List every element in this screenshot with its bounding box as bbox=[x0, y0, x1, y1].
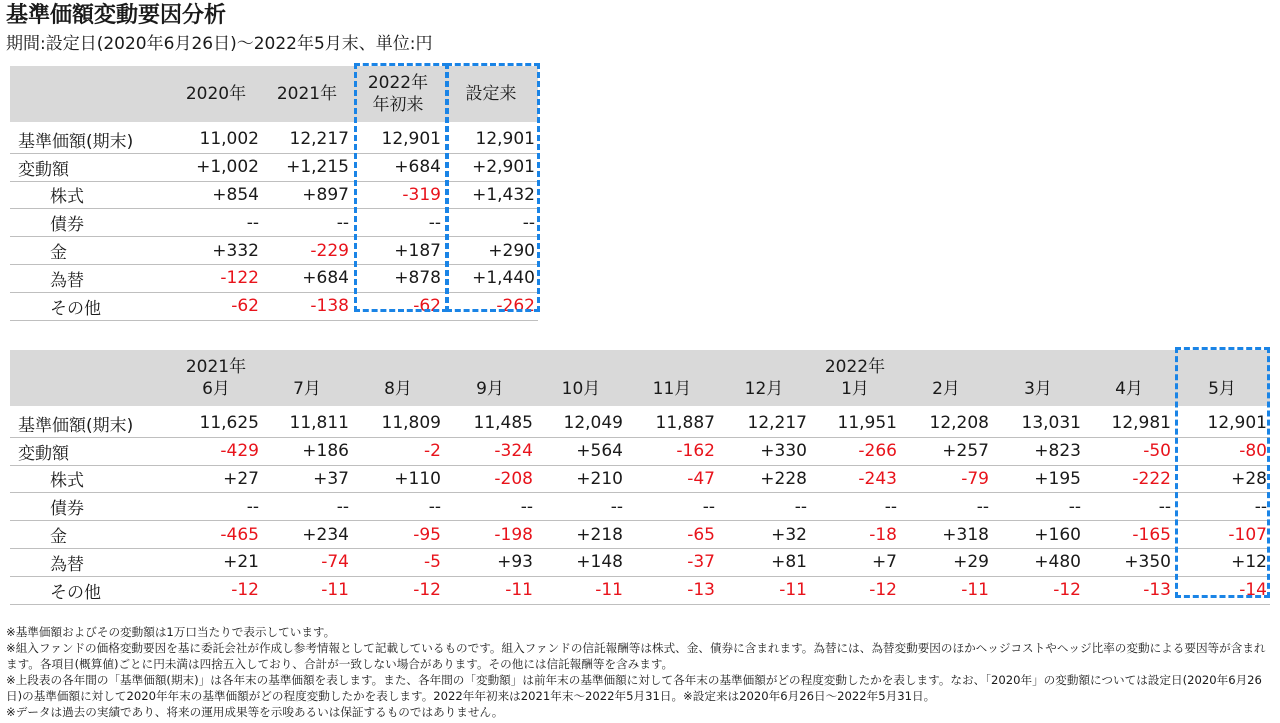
table-cell: 12,049 bbox=[536, 410, 626, 437]
table-cell: -- bbox=[718, 493, 810, 521]
table-cell: +823 bbox=[992, 437, 1084, 465]
table-cell: -- bbox=[352, 493, 444, 521]
table-cell: +7 bbox=[810, 548, 900, 576]
month-header-6: 12月 bbox=[718, 350, 810, 406]
note-2: ※組入ファンドの価格変動要因を基に委託会社が作成し参考情報として記載しているものです。組入ファンドの信託報酬等は株式、金、債券に含まれます。為替には、為替変動要因のほかヘッジコストやヘッジ比率の変動による要因等が含まれます。各項目(概算値)ごとに円未満は四捨五入しており、合計が一致しない場合があります。その他には信託報酬等を含みます。 bbox=[6, 641, 1266, 671]
row-label: 金 bbox=[10, 237, 170, 265]
table-cell: -14 bbox=[1174, 576, 1270, 604]
table-cell: -11 bbox=[262, 576, 352, 604]
month-header-2: 8月 bbox=[352, 350, 444, 406]
table-cell: +290 bbox=[444, 237, 538, 265]
annual-table bbox=[10, 66, 538, 321]
header-2021: 2021年 bbox=[262, 66, 352, 122]
table-cell: -266 bbox=[810, 437, 900, 465]
header-since-inception: 設定来 bbox=[444, 66, 538, 122]
row-label: 基準価額(期末) bbox=[10, 410, 170, 437]
note-4: ※データは過去の実績であり、将来の運用成果等を示唆あるいは保証するものではありません。 bbox=[6, 705, 504, 719]
table-cell: -429 bbox=[170, 437, 262, 465]
table-cell: +330 bbox=[718, 437, 810, 465]
table-cell: -- bbox=[1084, 493, 1174, 521]
table-cell: +332 bbox=[170, 237, 262, 265]
monthly-header-corner bbox=[10, 350, 170, 406]
table-cell: -11 bbox=[536, 576, 626, 604]
table-cell: -- bbox=[352, 209, 444, 237]
table-cell: +28 bbox=[1174, 465, 1270, 493]
table-cell: 11,002 bbox=[170, 126, 262, 153]
row-label: 為替 bbox=[10, 548, 170, 576]
table-cell: 12,217 bbox=[262, 126, 352, 153]
table-cell: +257 bbox=[900, 437, 992, 465]
row-label: 変動額 bbox=[10, 153, 170, 181]
table-cell: +210 bbox=[536, 465, 626, 493]
table-cell: -- bbox=[1174, 493, 1270, 521]
table-cell: -- bbox=[262, 209, 352, 237]
table-row bbox=[10, 237, 538, 265]
table-cell: -65 bbox=[626, 521, 718, 549]
table-cell: +684 bbox=[352, 153, 444, 181]
table-cell: +1,002 bbox=[170, 153, 262, 181]
table-cell: -- bbox=[444, 493, 536, 521]
table-cell: +195 bbox=[992, 465, 1084, 493]
row-label: 基準価額(期末) bbox=[10, 126, 170, 153]
table-cell: -79 bbox=[900, 465, 992, 493]
table-cell: 11,811 bbox=[262, 410, 352, 437]
table-cell: +148 bbox=[536, 548, 626, 576]
row-label: 変動額 bbox=[10, 437, 170, 465]
month-header-1: 7月 bbox=[262, 350, 352, 406]
table-cell: 11,887 bbox=[626, 410, 718, 437]
table-row bbox=[10, 264, 538, 292]
row-label: 株式 bbox=[10, 181, 170, 209]
table-cell: -- bbox=[262, 493, 352, 521]
table-cell: -11 bbox=[444, 576, 536, 604]
table-cell: +12 bbox=[1174, 548, 1270, 576]
table-row bbox=[10, 292, 538, 320]
table-cell: 11,809 bbox=[352, 410, 444, 437]
note-1: ※基準価額およびその変動額は1万口当たりで表示しています。 bbox=[6, 625, 336, 639]
table-cell: -229 bbox=[262, 237, 352, 265]
table-cell: -107 bbox=[1174, 521, 1270, 549]
footnotes bbox=[6, 624, 1276, 720]
month-header-5: 11月 bbox=[626, 350, 718, 406]
table-cell: -11 bbox=[718, 576, 810, 604]
table-cell: -12 bbox=[352, 576, 444, 604]
month-header-11: 5月 bbox=[1174, 350, 1270, 406]
table-cell: -- bbox=[444, 209, 538, 237]
table-row bbox=[10, 181, 538, 209]
table-cell: -138 bbox=[262, 292, 352, 320]
monthly-table bbox=[10, 350, 1270, 605]
month-header-10: 4月 bbox=[1084, 350, 1174, 406]
table-cell: +21 bbox=[170, 548, 262, 576]
table-cell: +93 bbox=[444, 548, 536, 576]
table-cell: +480 bbox=[992, 548, 1084, 576]
table-cell: +187 bbox=[352, 237, 444, 265]
row-label: その他 bbox=[10, 576, 170, 604]
table-cell: +1,440 bbox=[444, 264, 538, 292]
table-cell: -465 bbox=[170, 521, 262, 549]
table-cell: -- bbox=[536, 493, 626, 521]
table-cell: -37 bbox=[626, 548, 718, 576]
table-cell: +318 bbox=[900, 521, 992, 549]
table-cell: +1,432 bbox=[444, 181, 538, 209]
table-cell: +854 bbox=[170, 181, 262, 209]
table-cell: +32 bbox=[718, 521, 810, 549]
table-cell: -2 bbox=[352, 437, 444, 465]
row-label: 債券 bbox=[10, 493, 170, 521]
table-cell: -12 bbox=[810, 576, 900, 604]
table-cell: +234 bbox=[262, 521, 352, 549]
table-cell: +37 bbox=[262, 465, 352, 493]
table-cell: -165 bbox=[1084, 521, 1174, 549]
month-header-3: 9月 bbox=[444, 350, 536, 406]
table-row bbox=[10, 493, 1270, 521]
note-3: ※上段表の各年間の「基準価額(期末)」は各年末の基準価額を表します。また、各年間の「変動額」は前年末の基準価額に対して各年末の基準価額がどの程度変動したかを表します。なお、「2020年」の変動額については設定日(2020年6月26日)の基準価額に対して2020年年末の基準価額がどの程度変動したかを表します。2022年年初来は2021年末～2022年5月31日。※設定来は2020年6月26日～2022年5月31日。 bbox=[6, 673, 1262, 703]
table-cell: 11,485 bbox=[444, 410, 536, 437]
table-cell: -74 bbox=[262, 548, 352, 576]
table-cell: +1,215 bbox=[262, 153, 352, 181]
table-cell: 12,208 bbox=[900, 410, 992, 437]
table-cell: 12,901 bbox=[444, 126, 538, 153]
table-cell: -80 bbox=[1174, 437, 1270, 465]
table-cell: -243 bbox=[810, 465, 900, 493]
table-cell: -198 bbox=[444, 521, 536, 549]
table-cell: +878 bbox=[352, 264, 444, 292]
table-cell: +684 bbox=[262, 264, 352, 292]
table-cell: +564 bbox=[536, 437, 626, 465]
page-title: 基準価額変動要因分析 bbox=[6, 3, 227, 28]
table-cell: +110 bbox=[352, 465, 444, 493]
table-cell: -12 bbox=[992, 576, 1084, 604]
table-cell: -11 bbox=[900, 576, 992, 604]
page-subtitle: 期間:設定日(2020年6月26日)～2022年5月末、単位:円 bbox=[6, 34, 433, 54]
table-cell: -208 bbox=[444, 465, 536, 493]
table-cell: -12 bbox=[170, 576, 262, 604]
table-row bbox=[10, 576, 1270, 604]
table-cell: -62 bbox=[170, 292, 262, 320]
table-row bbox=[10, 437, 1270, 465]
table-row bbox=[10, 521, 1270, 549]
table-cell: +218 bbox=[536, 521, 626, 549]
table-row bbox=[10, 209, 538, 237]
row-label: 金 bbox=[10, 521, 170, 549]
month-header-7: 2022年 1月 bbox=[810, 350, 900, 406]
table-cell: 12,217 bbox=[718, 410, 810, 437]
month-header-4: 10月 bbox=[536, 350, 626, 406]
table-cell: +897 bbox=[262, 181, 352, 209]
table-cell: -18 bbox=[810, 521, 900, 549]
table-cell: 12,901 bbox=[1174, 410, 1270, 437]
table-cell: -319 bbox=[352, 181, 444, 209]
table-cell: -62 bbox=[352, 292, 444, 320]
table-row bbox=[10, 548, 1270, 576]
table-cell: +2,901 bbox=[444, 153, 538, 181]
table-cell: -- bbox=[170, 209, 262, 237]
table-cell: 12,901 bbox=[352, 126, 444, 153]
table-cell: 11,951 bbox=[810, 410, 900, 437]
table-cell: -- bbox=[810, 493, 900, 521]
header-corner bbox=[10, 66, 170, 122]
table-row bbox=[10, 410, 1270, 437]
table-cell: -324 bbox=[444, 437, 536, 465]
table-cell: -13 bbox=[626, 576, 718, 604]
table-cell: 13,031 bbox=[992, 410, 1084, 437]
table-cell: +81 bbox=[718, 548, 810, 576]
month-header-9: 3月 bbox=[992, 350, 1084, 406]
table-cell: -262 bbox=[444, 292, 538, 320]
month-header-0: 2021年 6月 bbox=[170, 350, 262, 406]
row-label: その他 bbox=[10, 292, 170, 320]
table-cell: -13 bbox=[1084, 576, 1174, 604]
header-2022-ytd: 2022年 年初来 bbox=[352, 66, 444, 122]
table-cell: +350 bbox=[1084, 548, 1174, 576]
table-cell: -47 bbox=[626, 465, 718, 493]
table-cell: -95 bbox=[352, 521, 444, 549]
table-cell: -- bbox=[900, 493, 992, 521]
table-cell: -50 bbox=[1084, 437, 1174, 465]
table-cell: 12,981 bbox=[1084, 410, 1174, 437]
table-cell: -- bbox=[626, 493, 718, 521]
table-row bbox=[10, 465, 1270, 493]
table-cell: -5 bbox=[352, 548, 444, 576]
month-header-8: 2月 bbox=[900, 350, 992, 406]
row-label: 為替 bbox=[10, 264, 170, 292]
header-2020: 2020年 bbox=[170, 66, 262, 122]
table-cell: +27 bbox=[170, 465, 262, 493]
year-2022-label: 2022年 bbox=[824, 357, 886, 377]
table-cell: 11,625 bbox=[170, 410, 262, 437]
table-row bbox=[10, 126, 538, 153]
row-label: 債券 bbox=[10, 209, 170, 237]
table-cell: +29 bbox=[900, 548, 992, 576]
table-cell: -122 bbox=[170, 264, 262, 292]
table-row bbox=[10, 153, 538, 181]
table-cell: +228 bbox=[718, 465, 810, 493]
table-cell: -162 bbox=[626, 437, 718, 465]
table-cell: -- bbox=[992, 493, 1084, 521]
row-label: 株式 bbox=[10, 465, 170, 493]
table-cell: -- bbox=[170, 493, 262, 521]
table-cell: +160 bbox=[992, 521, 1084, 549]
table-cell: +186 bbox=[262, 437, 352, 465]
table-cell: -222 bbox=[1084, 465, 1174, 493]
